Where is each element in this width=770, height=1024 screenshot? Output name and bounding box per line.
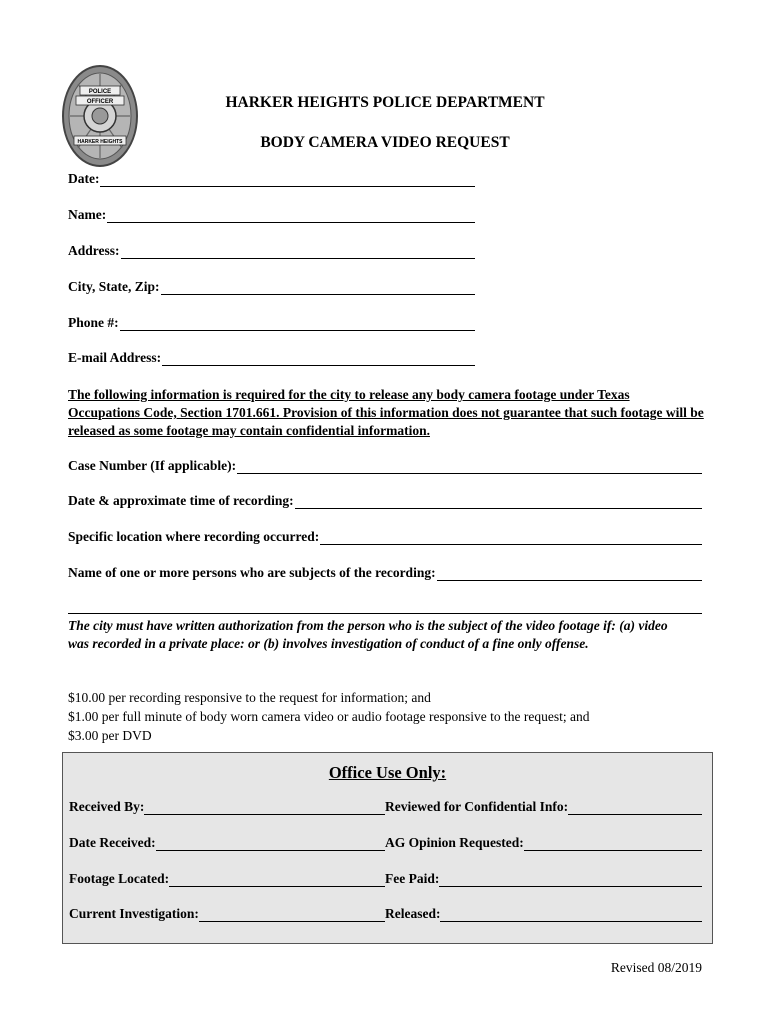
recording-location-field[interactable] <box>68 529 702 545</box>
city-state-zip-label: City, State, Zip: <box>68 279 160 294</box>
phone-field[interactable] <box>68 315 475 331</box>
ag-opinion-label: AG Opinion Requested: <box>385 835 524 850</box>
date-label: Date: <box>68 171 100 186</box>
case-number-label: Case Number (If applicable): <box>68 458 237 473</box>
date-received-label: Date Received: <box>69 835 156 850</box>
city-state-zip-field[interactable] <box>68 279 475 295</box>
police-badge-logo <box>60 62 140 170</box>
department-title: HARKER HEIGHTS POLICE DEPARTMENT <box>225 94 545 111</box>
reviewed-confidential-field[interactable] <box>385 799 702 815</box>
current-investigation-field[interactable] <box>69 906 385 922</box>
office-use-title: Office Use Only: <box>328 763 447 782</box>
date-received-field[interactable] <box>69 835 385 851</box>
revision-date: Revised 08/2019 <box>610 960 702 975</box>
ag-opinion-field[interactable] <box>385 835 702 851</box>
recording-location-label: Specific location where recording occurred: <box>68 529 320 544</box>
required-info-notice <box>68 386 704 440</box>
fee-paid-field[interactable] <box>385 871 702 887</box>
date-field[interactable] <box>68 171 475 187</box>
fee-paid-label: Fee Paid: <box>385 871 440 886</box>
address-field[interactable] <box>68 243 475 259</box>
recording-datetime-field[interactable] <box>68 493 702 509</box>
recording-persons-label: Name of one or more persons who are subjects of the recording: <box>68 565 436 580</box>
authorization-notice: The city must have written authorization from the person who is the subject of the video footage if: (a) video was recorded in a private place: or (b) involves investigation of conduct of a fine only offense. <box>68 618 668 651</box>
office-use-box <box>62 752 713 944</box>
released-field[interactable] <box>385 906 702 922</box>
current-investigation-label: Current Investigation: <box>69 906 199 921</box>
released-label: Released: <box>385 906 441 921</box>
name-label: Name: <box>68 207 107 222</box>
case-number-field[interactable] <box>68 458 702 474</box>
email-field[interactable] <box>68 350 475 366</box>
badge-text-top: POLICE <box>88 89 112 95</box>
received-by-field[interactable] <box>69 799 385 815</box>
fee-schedule <box>68 688 589 745</box>
footage-located-field[interactable] <box>69 871 385 887</box>
badge-text-bottom: HARKER HEIGHTS <box>77 139 123 145</box>
phone-label: Phone #: <box>68 315 119 330</box>
recording-persons-field[interactable] <box>68 565 702 581</box>
footage-located-label: Footage Located: <box>69 871 170 886</box>
name-field[interactable] <box>68 207 475 223</box>
email-label: E-mail Address: <box>68 350 162 365</box>
divider-line <box>68 613 702 614</box>
fee-line-1: $10.00 per recording responsive to the request for information; and <box>68 690 431 705</box>
reviewed-confidential-label: Reviewed for Confidential Info: <box>385 799 569 814</box>
received-by-label: Received By: <box>69 799 145 814</box>
fee-line-2: $1.00 per full minute of body worn camera video or audio footage responsive to the request; and <box>68 709 590 724</box>
form-title: BODY CAMERA VIDEO REQUEST <box>260 134 510 151</box>
required-info-text: The following information is required for the city to release any body camera footage under Texas Occupations Code, Section 1701.661. Provision of this information does not guarantee that such footage will be released as some footage may contain confidential information. <box>68 387 704 438</box>
fee-line-3: $3.00 per DVD <box>68 728 152 743</box>
recording-datetime-label: Date & approximate time of recording: <box>68 493 294 508</box>
address-label: Address: <box>68 243 120 258</box>
badge-text-mid: OFFICER <box>86 99 114 105</box>
